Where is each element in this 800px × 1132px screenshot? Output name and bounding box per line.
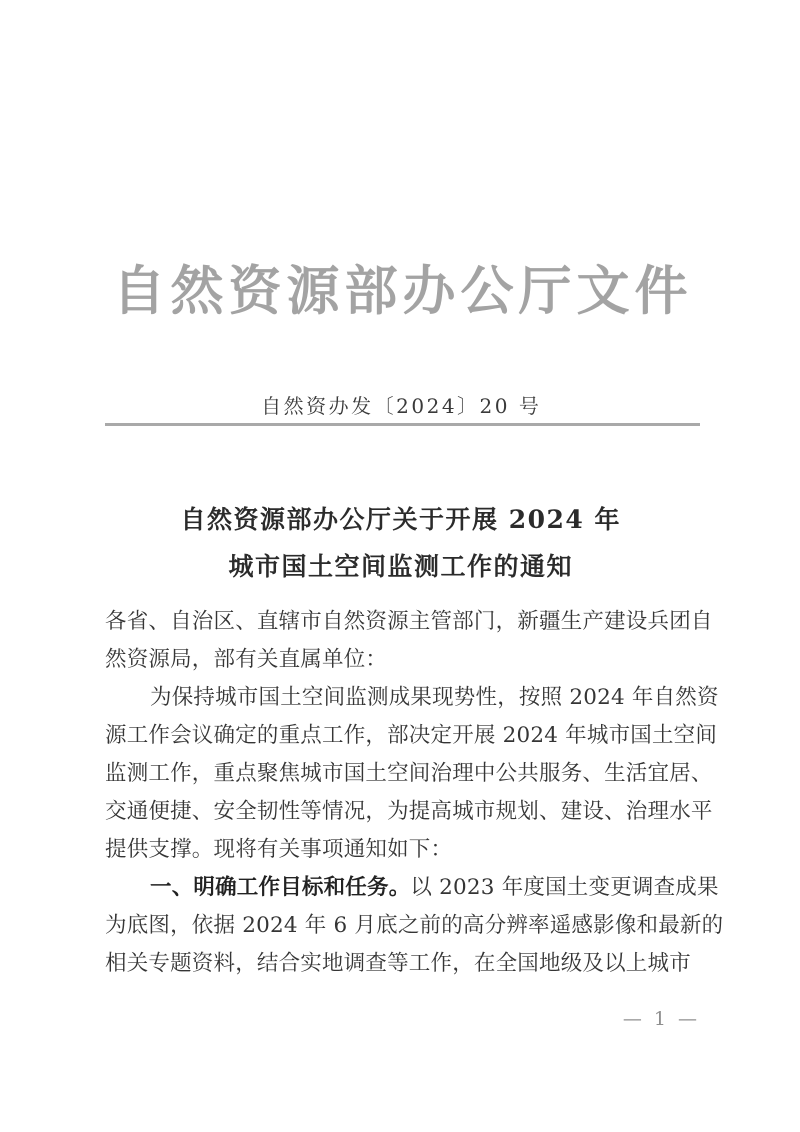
addressee-line-1: 各省、自治区、直辖市自然资源主管部门，新疆生产建设兵团自 — [105, 609, 713, 634]
document-title — [0, 496, 800, 590]
addressee-line-2: 然资源局，部有关直属单位： — [105, 647, 388, 672]
section-1-line-3: 相关专题资料，结合实地调查等工作，在全国地级及以上城市 — [105, 951, 691, 976]
masthead-title: 自然资源部办公厅文件 — [112, 260, 693, 322]
masthead — [0, 262, 800, 321]
header-separator-rule — [105, 423, 700, 426]
paragraph-1-line-5: 提供支撑。现将有关事项通知如下： — [105, 837, 453, 862]
paragraph-1-line-3: 监测工作，重点聚焦城市国土空间治理中公共服务、生活宜居、 — [105, 761, 713, 786]
section-1-line-2: 为底图，依据 2024 年 6 月底之前的高分辨率遥感影像和最新的 — [105, 913, 724, 938]
document-number-row — [0, 390, 800, 419]
section-1-heading: 一、明确工作目标和任务。 — [150, 875, 411, 900]
paragraph-1-line-2: 源工作会议确定的重点工作，部决定开展 2024 年城市国土空间 — [105, 723, 718, 748]
document-number: 自然资办发〔2024〕20 号 — [261, 394, 542, 418]
section-1-line-1 — [105, 869, 719, 907]
page-footer — [480, 1008, 700, 1030]
page-number: — 1 — — [622, 1008, 700, 1030]
paragraph-1-line-4: 交通便捷、安全韧性等情况，为提高城市规划、建设、治理水平 — [105, 799, 713, 824]
document-body — [105, 603, 724, 983]
document-title-line-2: 城市国土空间监测工作的通知 — [228, 552, 573, 581]
section-1-first-line-rest: 以 2023 年度国土变更调查成果 — [410, 875, 719, 900]
document-title-line-1: 自然资源部办公厅关于开展 2024 年 — [180, 505, 621, 534]
paragraph-1-line-1: 为保持城市国土空间监测成果现势性，按照 2024 年自然资 — [150, 685, 719, 710]
